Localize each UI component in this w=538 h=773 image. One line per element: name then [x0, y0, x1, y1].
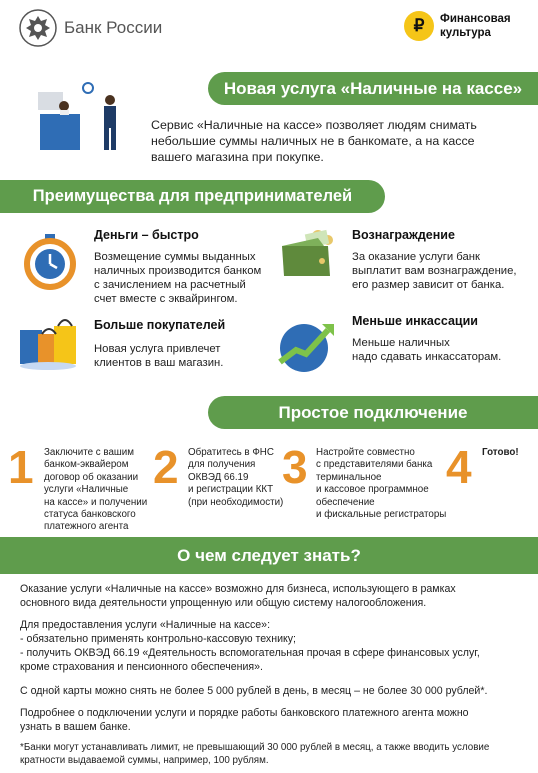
advantages-banner: [0, 180, 385, 213]
fin-culture-logo: [404, 10, 530, 46]
ruble-symbol: ₽: [413, 16, 425, 35]
step-line: Настройте совместно: [316, 447, 415, 458]
shopping-bags-icon: [18, 312, 80, 372]
cashier-illustration: [30, 82, 130, 152]
know-line: кратности выдаваемой суммы, например, 100 рублям.: [20, 755, 269, 766]
advantage-money-fast: [94, 228, 261, 306]
step-line: и фискальные регистраторы: [316, 509, 447, 521]
fin-culture-line1: Финансовая: [440, 13, 511, 25]
know-paragraph: [20, 706, 520, 734]
intro-line: Сервис «Наличные на кассе» позволяет людям снимать: [151, 118, 477, 132]
know-line: *Банки могут устанавливать лимит, не превышающий 30 000 рублей в месяц, а также вводить условие: [20, 742, 490, 753]
stopwatch-icon: [20, 232, 80, 292]
step-line: договор об оказании: [44, 471, 139, 483]
advantage-line: Новая услуга привлечет: [94, 343, 221, 355]
step-line: банком-эквайером: [44, 459, 129, 471]
advantages-title: Преимущества для предпринимателей: [32, 187, 353, 205]
step-line: услуги «Наличные: [44, 484, 129, 496]
step-line: статуса банковского: [44, 509, 136, 521]
intro-line: вашего магазина при покупке.: [151, 150, 324, 164]
eagle-emblem-icon: [18, 8, 58, 48]
advantage-more-customers: [94, 318, 225, 370]
step-line: и регистрации ККТ: [188, 484, 274, 496]
know-paragraph: [20, 684, 520, 698]
intro-banner: [208, 72, 538, 105]
advantage-less-collection: [352, 314, 501, 364]
step-1-text: [44, 447, 147, 534]
advantage-title: Деньги – быстро: [94, 228, 199, 242]
step-number: 3: [282, 441, 308, 493]
advantage-line: наличных производится банком: [94, 265, 262, 277]
advantage-line: Меньше наличных: [352, 337, 450, 349]
advantage-title: Вознаграждение: [352, 228, 455, 242]
step-4-text: [482, 447, 519, 459]
know-line: - обязательно применять контрольно-кассовую технику;: [20, 633, 296, 645]
advantage-reward: [352, 228, 517, 292]
advantage-line: клиентов в ваш магазин.: [94, 357, 224, 369]
intro-text: [151, 117, 477, 165]
step-line: с представителями банка: [316, 459, 433, 471]
know-paragraph: [20, 582, 520, 610]
bank-name: Банк России: [64, 18, 163, 37]
know-line: узнать в вашем банке.: [20, 721, 131, 733]
step-number: 1: [8, 441, 34, 493]
connection-banner: [208, 396, 538, 429]
advantage-line: счет вместе с эквайрингом.: [94, 293, 238, 305]
advantage-line: надо сдавать инкассаторам.: [352, 351, 502, 363]
know-line: С одной карты можно снять не более 5 000 рублей в день, в месяц – не более 30 000 рублей*.: [20, 685, 488, 697]
step-line: платежного агента: [44, 521, 129, 533]
step-number: 2: [153, 441, 179, 493]
step-line: на кассе» и получении: [44, 496, 148, 508]
growth-chart-icon: [276, 316, 338, 376]
intro-line: небольшие суммы наличных не в банкомате, а на кассе: [151, 134, 475, 148]
know-footnote: [20, 741, 520, 767]
know-line: Для предоставления услуги «Наличные на кассе»:: [20, 619, 271, 631]
know-banner: [0, 537, 538, 574]
step-2-text: [188, 447, 283, 509]
step-line: Обратитесь в ФНС: [188, 447, 274, 458]
advantage-line: За оказание услуги банк: [352, 251, 480, 263]
know-title: О чем следует знать?: [177, 545, 361, 565]
know-line: - получить ОКВЭД 66.19 «Деятельность вспомогательная прочая в сфере финансовых услуг,: [20, 647, 480, 659]
know-line: основного вида деятельности упрощенную или общую систему налогообложения.: [20, 597, 427, 609]
advantage-line: с зачислением на расчетный: [94, 279, 246, 291]
know-line: Оказание услуги «Наличные на кассе» возможно для бизнеса, использующего в рамках: [20, 583, 456, 595]
step-line: и кассовое программное: [316, 484, 429, 496]
step-line: ОКВЭД 66.19: [188, 471, 249, 483]
ruble-coin-icon: [404, 11, 434, 41]
step-line: Заключите с вашим: [44, 447, 134, 458]
connection-title: Простое подключение: [278, 402, 468, 422]
advantage-line: выплатит вам вознаграждение,: [352, 265, 517, 277]
step-3-text: [316, 447, 446, 521]
step-line: для получения: [188, 459, 256, 471]
advantage-line: его размер зависит от банка.: [352, 279, 505, 291]
step-line: обеспечение: [316, 496, 375, 508]
advantage-title: Меньше инкассации: [352, 314, 478, 328]
step-number: 4: [446, 441, 472, 493]
step-line: (при необходимости): [188, 496, 284, 508]
step-line: Готово!: [482, 447, 519, 458]
know-paragraph: [20, 618, 520, 674]
advantage-line: Возмещение суммы выданных: [94, 251, 256, 263]
advantage-title: Больше покупателей: [94, 318, 226, 332]
know-line: Подробнее о подключении услуги и порядке работы банковского платежного агента можно: [20, 707, 469, 719]
wallet-icon: [278, 226, 338, 282]
intro-title: Новая услуга «Наличные на кассе»: [223, 78, 523, 98]
know-line: кроме страхования и пенсионного обеспечения».: [20, 661, 263, 673]
bank-logo: [18, 8, 178, 48]
step-line: терминальное: [316, 471, 382, 483]
fin-culture-line2: культура: [440, 27, 491, 39]
